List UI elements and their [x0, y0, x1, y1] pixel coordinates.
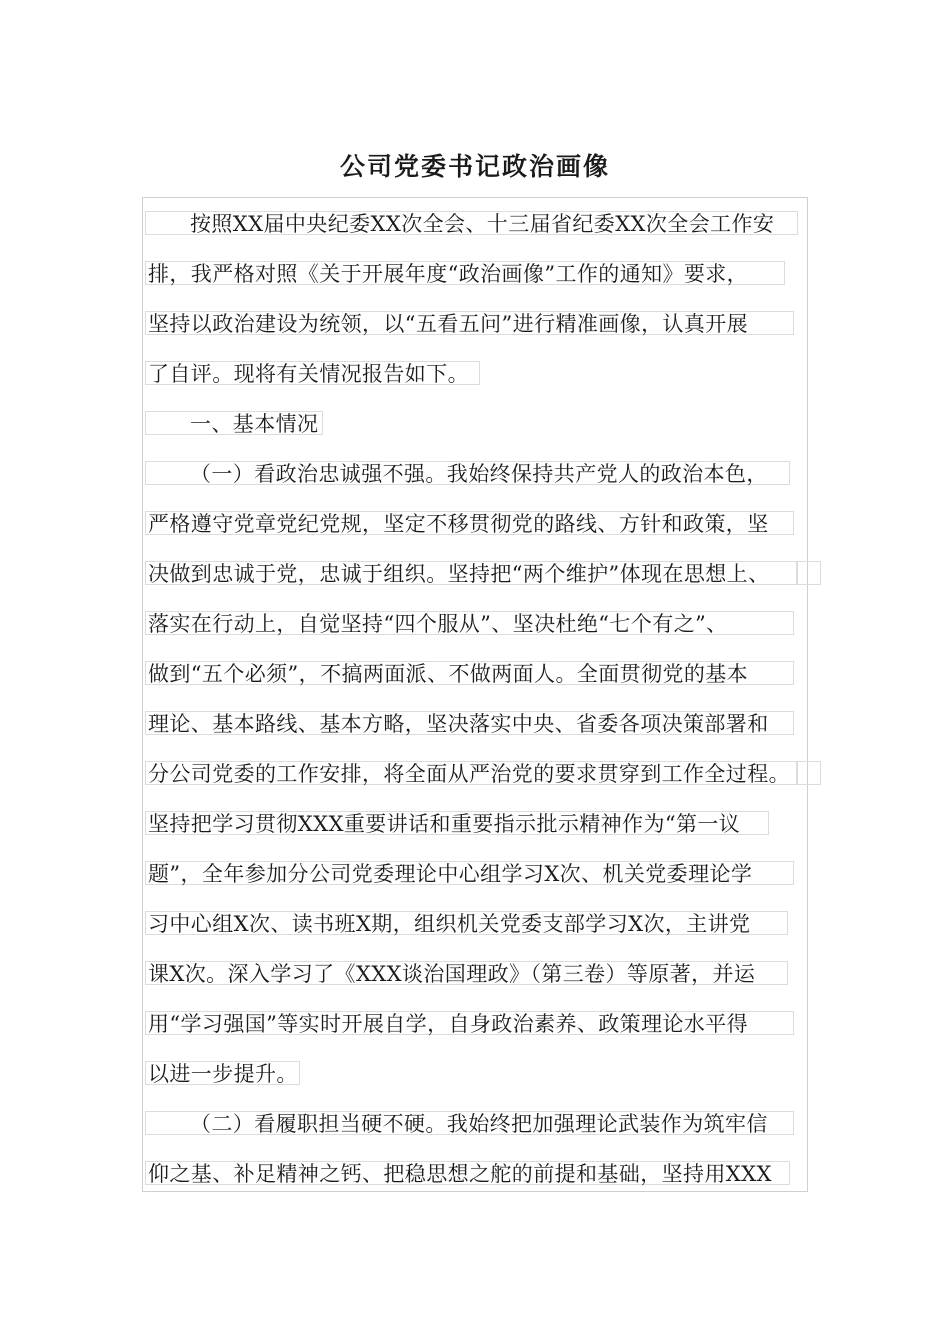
text-line: 习中心组X次、读书班X期，组织机关党委支部学习X次，主讲党: [145, 911, 788, 935]
text-line: 了自评。现将有关情况报告如下。: [145, 361, 480, 385]
text-line: 落实在行动上，自觉坚持“四个服从”、坚决杜绝“七个有之”、: [145, 611, 794, 635]
text-line: 按照XX届中央纪委XX次全会、十三届省纪委XX次全会工作安: [145, 211, 798, 235]
text-line: 严格遵守党章党纪党规，坚定不移贯彻党的路线、方针和政策，坚: [145, 511, 794, 535]
text-line: 仰之基、补足精神之钙、把稳思想之舵的前提和基础，坚持用XXX: [145, 1161, 790, 1185]
text-line: 以进一步提升。: [145, 1061, 300, 1085]
text-line: 决做到忠诚于党，忠诚于组织。坚持把“两个维护”体现在思想上、: [145, 561, 797, 585]
text-line: 排，我严格对照《关于开展年度“政治画像”工作的通知》要求，: [145, 261, 785, 285]
text-line: 坚持以政治建设为统领，以“五看五问”进行精准画像，认真开展: [145, 311, 794, 335]
text-line: 理论、基本路线、基本方略，坚决落实中央、省委各项决策部署和: [145, 711, 794, 735]
document-title: 公司党委书记政治画像: [339, 152, 610, 181]
text-line: 坚持把学习贯彻XXX重要讲话和重要指示批示精神作为“第一议: [145, 811, 769, 835]
text-line: 分公司党委的工作安排，将全面从严治党的要求贯穿到工作全过程。: [145, 761, 797, 785]
text-line: 做到“五个必须”，不搞两面派、不做两面人。全面贯彻党的基本: [145, 661, 794, 685]
text-line: （一）看政治忠诚强不强。我始终保持共产党人的政治本色，: [145, 461, 790, 485]
section-heading: 一、基本情况: [145, 411, 323, 435]
text-frame: [142, 197, 808, 1192]
text-line: （二）看履职担当硬不硬。我始终把加强理论武装作为筑牢信: [145, 1111, 794, 1135]
text-line: 题”，全年参加分公司党委理论中心组学习X次、机关党委理论学: [145, 861, 794, 885]
line-end-box: [797, 761, 821, 785]
line-end-box: [797, 561, 821, 585]
text-line: 用“学习强国”等实时开展自学，自身政治素养、政策理论水平得: [145, 1011, 794, 1035]
text-line: 课X次。深入学习了《XXX谈治国理政》（第三卷）等原著，并运: [145, 961, 788, 985]
